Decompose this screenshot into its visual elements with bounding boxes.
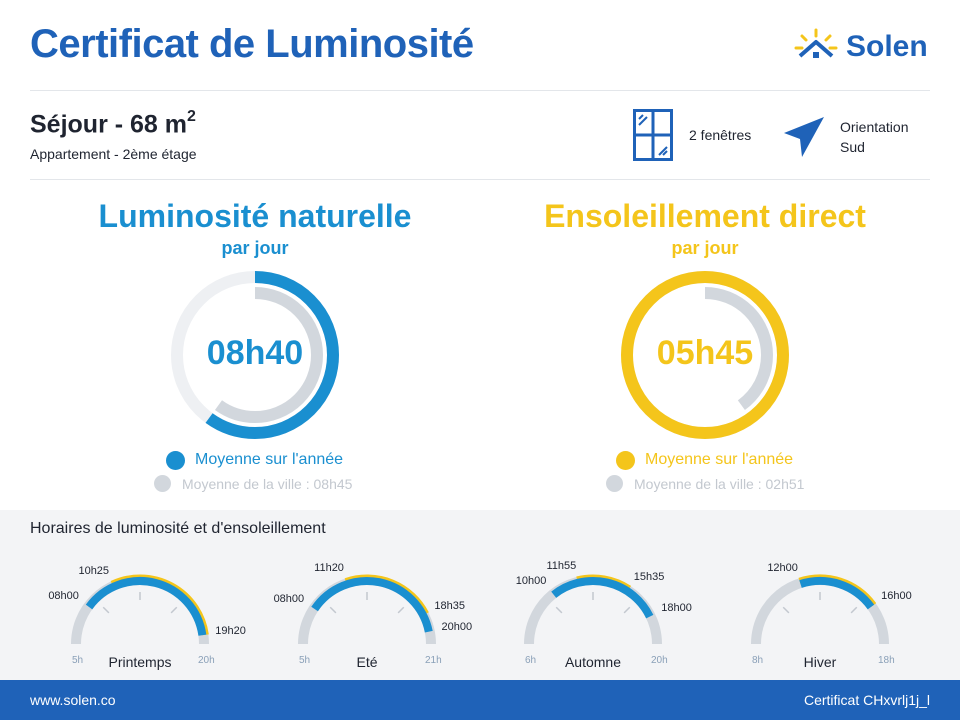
room-title — [30, 110, 196, 139]
gauge-axis-end: 21h — [425, 655, 442, 666]
season-name: Eté — [356, 654, 378, 670]
year-legend-dot — [616, 451, 635, 470]
season-name: Automne — [564, 654, 622, 670]
page-title: Certificat de Luminosité — [30, 22, 474, 66]
gauge-axis-end: 18h — [878, 655, 895, 666]
schedule-title: Horaires de luminosité et d'ensoleillement — [30, 520, 326, 537]
city-legend-dot — [154, 475, 171, 492]
gauge-time-label: 19h20 — [215, 625, 246, 638]
gauge-time-label: 12h00 — [767, 561, 798, 574]
gauge-time-label: 10h25 — [78, 565, 110, 578]
direct-sun-legend-city: Moyenne de la ville : 02h51 — [634, 476, 805, 492]
gauge-time-label: 20h00 — [441, 620, 473, 633]
season-name: Hiver — [803, 654, 837, 670]
orientation-line1: Orientation — [840, 119, 909, 135]
gauge-axis-start: 6h — [525, 655, 537, 666]
direct-sun-legend-year: Moyenne sur l'année — [645, 451, 794, 468]
year-legend-dot — [166, 451, 185, 470]
natural-light-subtitle: par jour — [221, 238, 289, 258]
footer-website-link[interactable]: www.solen.co — [30, 692, 116, 708]
gauge-time-label: 08h00 — [273, 592, 305, 605]
gauge-time-label: 10h00 — [515, 575, 547, 588]
season-name: Printemps — [108, 654, 172, 670]
direct-sun-value: 05h45 — [656, 334, 754, 372]
gauge-time-label: 08h00 — [48, 590, 79, 603]
direct-sun-title: Ensoleillement direct — [544, 198, 866, 234]
natural-light-legend-city: Moyenne de la ville : 08h45 — [182, 476, 353, 492]
gauge-time-label: 18h35 — [434, 600, 465, 613]
gauge-axis-end: 20h — [198, 655, 215, 666]
divider — [30, 90, 930, 91]
divider — [30, 179, 930, 180]
city-legend-dot — [606, 475, 623, 492]
gauge-time-label: 16h00 — [881, 590, 912, 603]
gauge-time-label: 11h55 — [546, 560, 577, 573]
footer-certificate-id: Certificat CHxvrlj1j_l — [803, 692, 930, 708]
gauge-axis-end: 20h — [651, 655, 668, 666]
window-icon — [633, 109, 673, 161]
windows-count: 2 fenêtres — [689, 127, 752, 143]
room-subtitle: Appartement - 2ème étage — [30, 146, 197, 162]
orientation-line2: Sud — [840, 139, 865, 155]
natural-light-value: 08h40 — [206, 334, 304, 372]
gauge-axis-start: 8h — [752, 655, 764, 666]
gauge-axis-start: 5h — [299, 655, 311, 666]
gauge-time-label: 15h35 — [633, 570, 665, 583]
gauge-axis-start: 5h — [72, 655, 84, 666]
natural-light-legend-year: Moyenne sur l'année — [195, 451, 344, 468]
natural-light-title: Luminosité naturelle — [98, 198, 412, 234]
direct-sun-subtitle: par jour — [671, 238, 739, 258]
orientation-arrow-icon — [782, 113, 826, 159]
brand-name: Solen — [846, 30, 928, 63]
gauge-time-label: 11h20 — [314, 562, 344, 575]
gauge-time-label: 18h00 — [661, 602, 692, 615]
room-name: Séjour - 68 m — [30, 110, 187, 139]
orientation-label — [840, 117, 908, 157]
room-unit-exponent: 2 — [187, 108, 196, 125]
